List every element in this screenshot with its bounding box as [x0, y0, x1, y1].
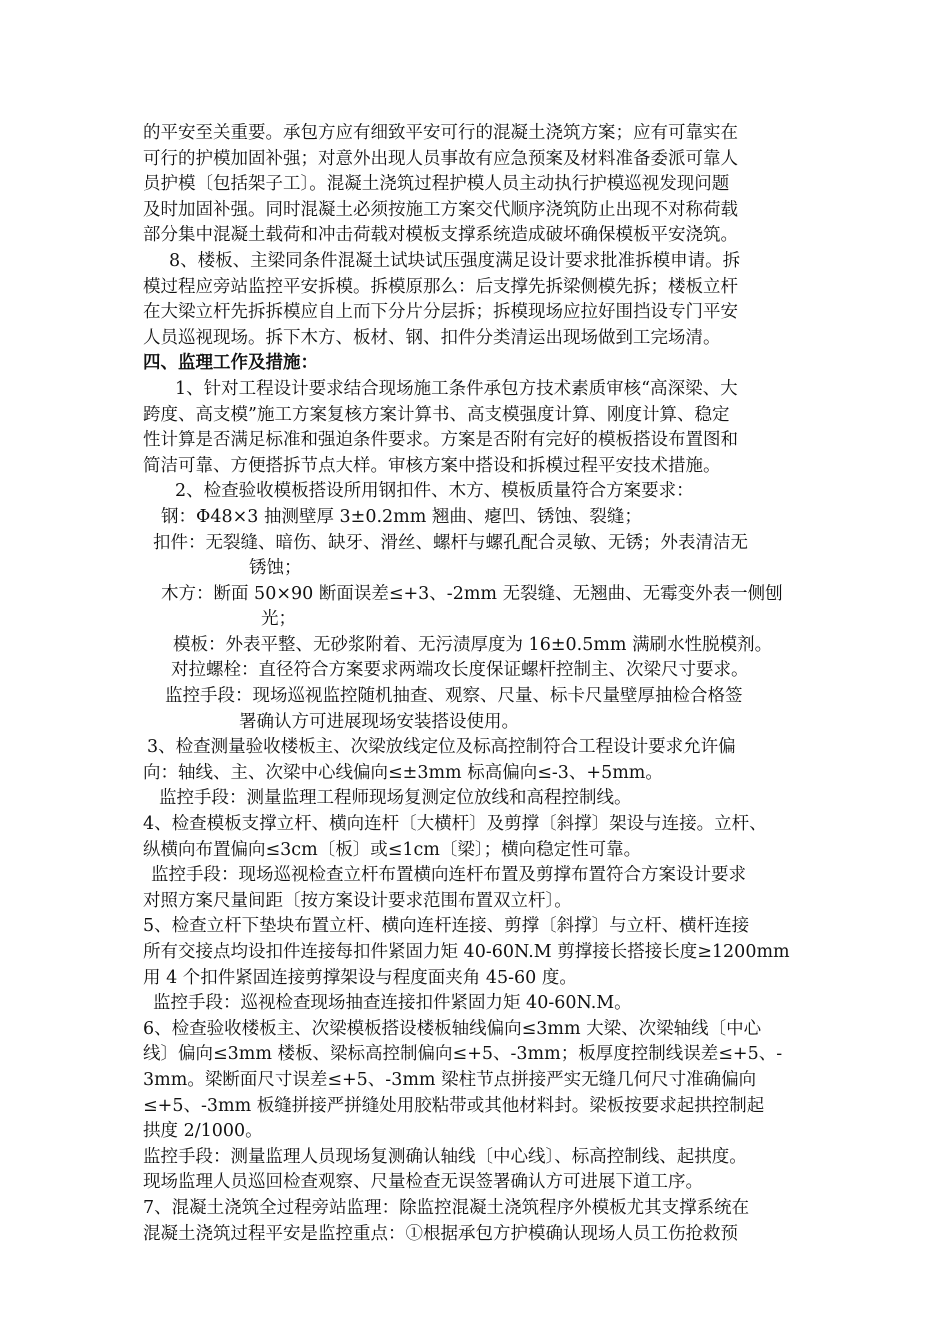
text-line: 混凝土浇筑过程平安是监控重点：①根据承包方护模确认现场人员工伤抢救预: [143, 1223, 738, 1244]
text-line: 5、检查立杆下垫块布置立杆、横向连杆连接、剪撑〔斜撑〕与立杆、横杆连接: [143, 916, 750, 937]
text-line: 向：轴线、主、次梁中心线偏向≤±3mm 标高偏向≤-3、+5mm。: [143, 762, 663, 783]
text-line: 模板：外表平整、无砂浆附着、无污渍厚度为 16±0.5mm 满刷水性脱模剂。: [173, 634, 773, 655]
text-line: 木方：断面 50×90 断面误差≤+3、-2mm 无裂缝、无翘曲、无霉变外表一侧刨: [161, 583, 783, 604]
text-line: 锈蚀；: [249, 558, 302, 579]
text-line: 模过程应旁站监控平安拆模。拆模原那么：后支撑先拆梁侧模先拆；楼板立杆: [143, 276, 738, 297]
text-line: 所有交接点均设扣件连接每扣件紧固力矩 40-60N.M 剪撑接长搭接长度≥1200mm: [143, 942, 790, 962]
text-line: 3mm。梁断面尺寸误差≤+5、-3mm 梁柱节点拼接严实无缝几何尺寸准确偏向: [143, 1069, 757, 1090]
text-line: 监控手段：测量监理人员现场复测确认轴线〔中心线〕、标高控制线、起拱度。: [143, 1146, 747, 1167]
text-line: 署确认方可进展现场安装搭设使用。: [239, 711, 519, 732]
text-line: 1、针对工程设计要求结合现场施工条件承包方技术素质审核“高深梁、大: [175, 378, 738, 399]
text-line: 部分集中混凝土载荷和冲击荷载对模板支撑系统造成破坏确保模板平安浇筑。: [143, 225, 738, 246]
text-line: ≤+5、-3mm 板缝拼接严拼缝处用胶粘带或其他材料封。梁板按要求起拱控制起: [143, 1095, 765, 1116]
text-line: 监控手段：现场巡视监控随机抽查、观察、尺量、标卡尺量壁厚抽检合格签: [165, 686, 743, 707]
text-line: 用 4 个扣件紧固连接剪撑架设与程度面夹角 45-60 度。: [143, 967, 577, 988]
text-line: 2、检查验收模板搭设所用钢扣件、木方、模板质量符合方案要求：: [175, 481, 694, 502]
text-line: 对拉螺栓：直径符合方案要求两端攻长度保证螺杆控制主、次梁尺寸要求。: [171, 660, 749, 681]
text-line: 7、混凝土浇筑全过程旁站监理：除监控混凝土浇筑程序外模板尤其支撑系统在: [143, 1197, 750, 1218]
text-line: 简洁可靠、方便搭拆节点大样。审核方案中搭设和拆模过程平安技术措施。: [143, 455, 721, 476]
text-line: 拱度 2/1000。: [143, 1121, 263, 1142]
text-line: 跨度、高支模”施工方案复核方案计算书、高支模强度计算、刚度计算、稳定: [143, 404, 730, 425]
text-line: 纵横向布置偏向≤3cm〔板〕或≤1cm〔梁〕；横向稳定性可靠。: [143, 839, 642, 860]
text-line: 及时加固补强。同时混凝土必须按施工方案交代顺序浇筑防止出现不对称荷载: [143, 199, 738, 220]
text-line: 现场监理人员巡回检查观察、尺量检查无误签署确认方可进展下道工序。: [143, 1172, 703, 1193]
text-line: 可行的护模加固补强；对意外出现人员事故有应急预案及材料准备委派可靠人: [143, 148, 738, 169]
text-line: 4、检查模板支撑立杆、横向连杆〔大横杆〕及剪撑〔斜撑〕架设与连接。立杆、: [143, 814, 767, 835]
text-line: 8、楼板、主梁同条件混凝土试块试压强度满足设计要求批准拆模申请。拆: [169, 250, 741, 271]
section-heading: 四、监理工作及措施：: [143, 353, 318, 374]
text-line: 员护模〔包括架子工〕。混凝土浇筑过程护模人员主动执行护模巡视发现问题: [143, 174, 730, 195]
text-line: 光；: [261, 609, 296, 630]
text-line: 对照方案尺量间距〔按方案设计要求范围布置双立杆〕。: [143, 890, 572, 911]
text-line: 在大梁立杆先拆拆模应自上而下分片分层拆；拆模现场应拉好围挡设专门平安: [143, 302, 738, 323]
text-line: 的平安至关重要。承包方应有细致平安可行的混凝土浇筑方案；应有可靠实在: [143, 123, 738, 143]
text-line: 线〕偏向≤3mm 楼板、梁标高控制偏向≤+5、-3mm；板厚度控制线误差≤+5、-: [143, 1044, 783, 1065]
text-line: 6、检查验收楼板主、次梁模板搭设楼板轴线偏向≤3mm 大梁、次梁轴线〔中心: [143, 1018, 762, 1039]
text-line: 监控手段：巡视检查现场抽查连接扣件紧固力矩 40-60N.M。: [153, 993, 632, 1014]
text-line: 3、检查测量验收楼板主、次梁放线定位及标高控制符合工程设计要求允许偏: [147, 737, 736, 758]
text-line: 钢：Φ48×3 抽测壁厚 3±0.2mm 翘曲、瘪凹、锈蚀、裂缝；: [161, 506, 642, 527]
text-line: 扣件：无裂缝、暗伤、缺牙、滑丝、螺杆与螺孔配合灵敏、无锈；外表清洁无: [153, 532, 748, 553]
text-line: 性计算是否满足标准和强迫条件要求。方案是否附有完好的模板搭设布置图和: [143, 430, 738, 451]
text-line: 监控手段：测量监理工程师现场复测定位放线和高程控制线。: [159, 788, 632, 809]
text-line: 监控手段：现场巡视检查立杆布置横向连杆布置及剪撑布置符合方案设计要求: [151, 865, 746, 886]
text-line: 人员巡视现场。拆下木方、板材、钢、扣件分类清运出现场做到工完场清。: [143, 327, 721, 348]
document-body: [143, 121, 823, 1247]
